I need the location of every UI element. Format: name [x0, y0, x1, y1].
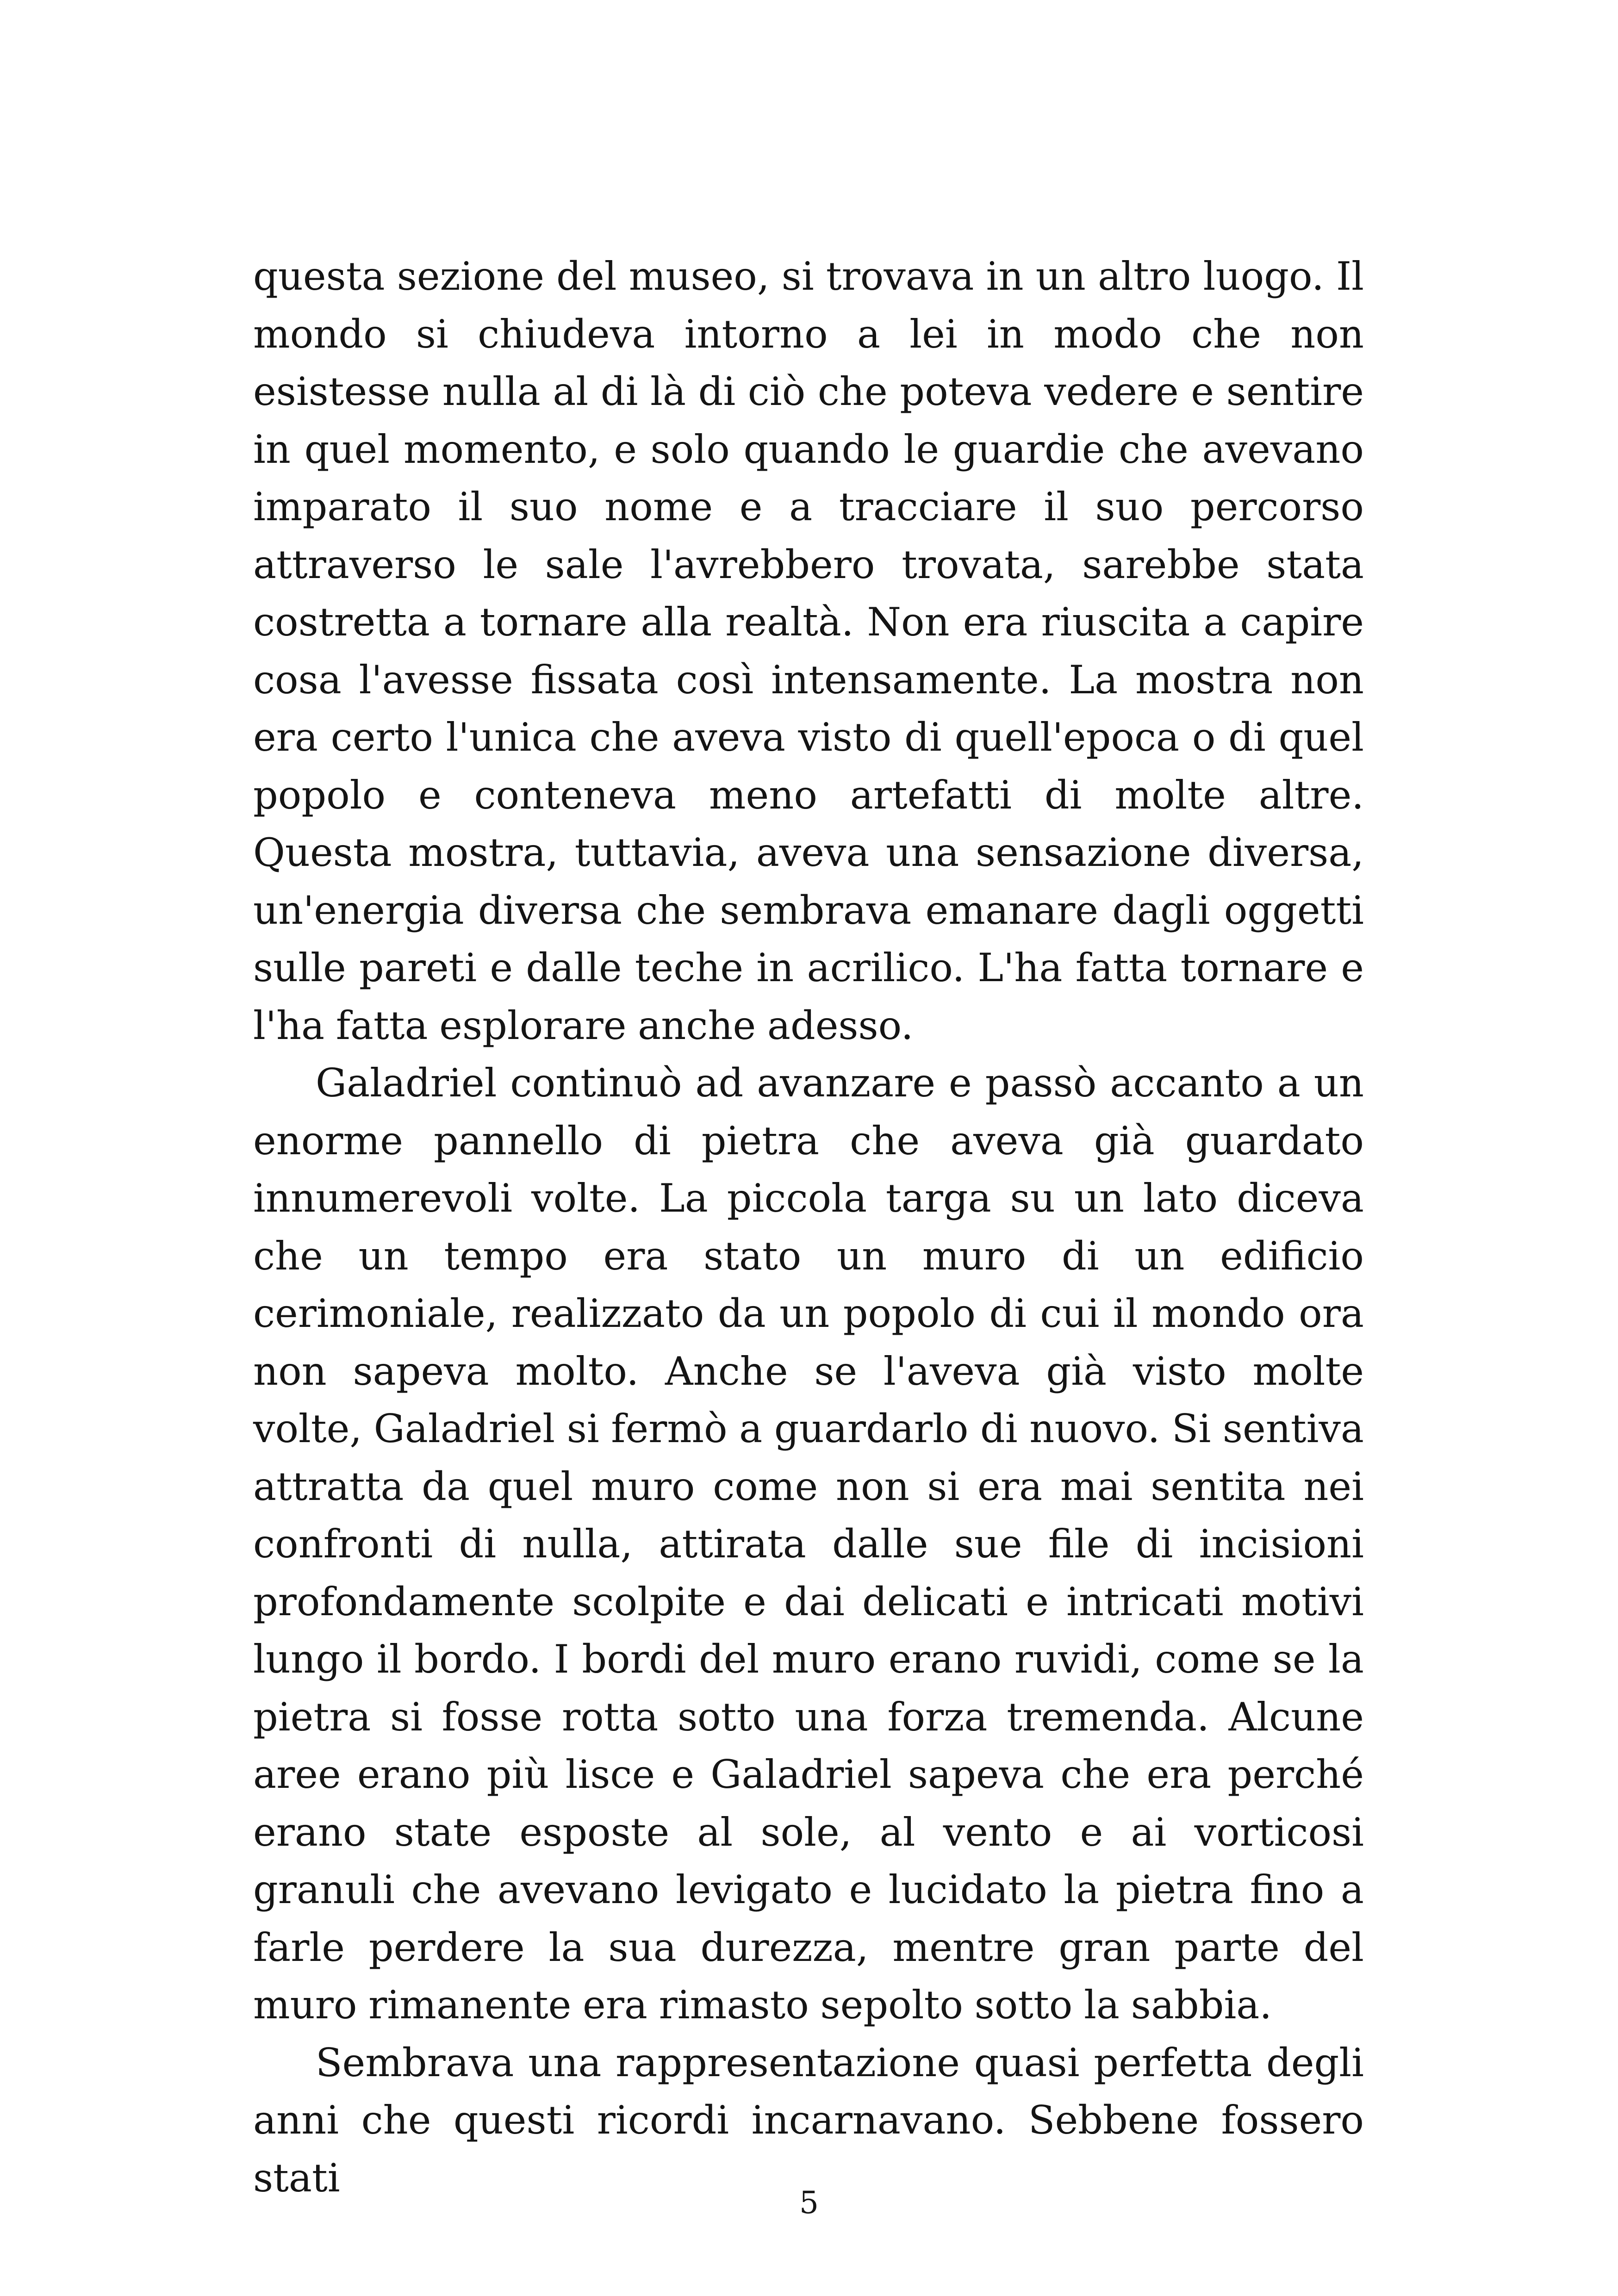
- paragraph-2: Galadriel continuò ad avanzare e passò accanto a un enorme pannello di pietra che aveva già guardato innumerevoli volte. La piccola targa su un lato diceva che un tempo era stato un muro di un edificio cerimoniale, realizzato da un popolo di cui il mondo ora non sapeva molto. Anche se l'aveva già visto molte volte, Galadriel si fermò a guardarlo di nuovo. Si sentiva attratta da quel muro come non si era mai sentita nei confronti di nulla, attirata dalle sue file di incisioni profondamente scolpite e dai delicati e intricati motivi lungo il bordo. I bordi del muro erano ruvidi, come se la pietra si fosse rotta sotto una forza tremenda. Alcune aree erano più lisce e Galadriel sapeva che era perché erano state esposte al sole, al vento e ai vorticosi granuli che avevano levigato e lucidato la pietra fino a farle perdere la sua durezza, mentre gran parte del muro rimanente era rimasto sepolto sotto la sabbia.: [253, 1060, 1364, 2028]
- paragraph-3: Sembrava una rappresentazione quasi perfetta degli anni che questi ricordi incarnavano. Sebbene fossero stati: [253, 2040, 1364, 2201]
- paragraph-1: questa sezione del museo, si trovava in un altro luogo. Il mondo si chiudeva intorno a lei in modo che non esistesse nulla al di là di ciò che poteva vedere e sentire in quel momento, e solo quando le guardie che avevano imparato il suo nome e a tracciare il suo percorso attraverso le sale l'avrebbero trovata, sarebbe stata costretta a tornare alla realtà. Non era riuscita a capire cosa l'avesse fissata così intensamente. La mostra non era certo l'unica che aveva visto di quell'epoca o di quel popolo e conteneva meno artefatti di molte altre. Questa mostra, tuttavia, aveva una sensazione diversa, un'energia diversa che sembrava emanare dagli oggetti sulle pareti e dalle teche in acrilico. L'ha fatta tornare e l'ha fatta esplorare anche adesso.: [253, 254, 1364, 1048]
- page-number: 5: [799, 2185, 819, 2221]
- body-text: [253, 248, 1364, 2207]
